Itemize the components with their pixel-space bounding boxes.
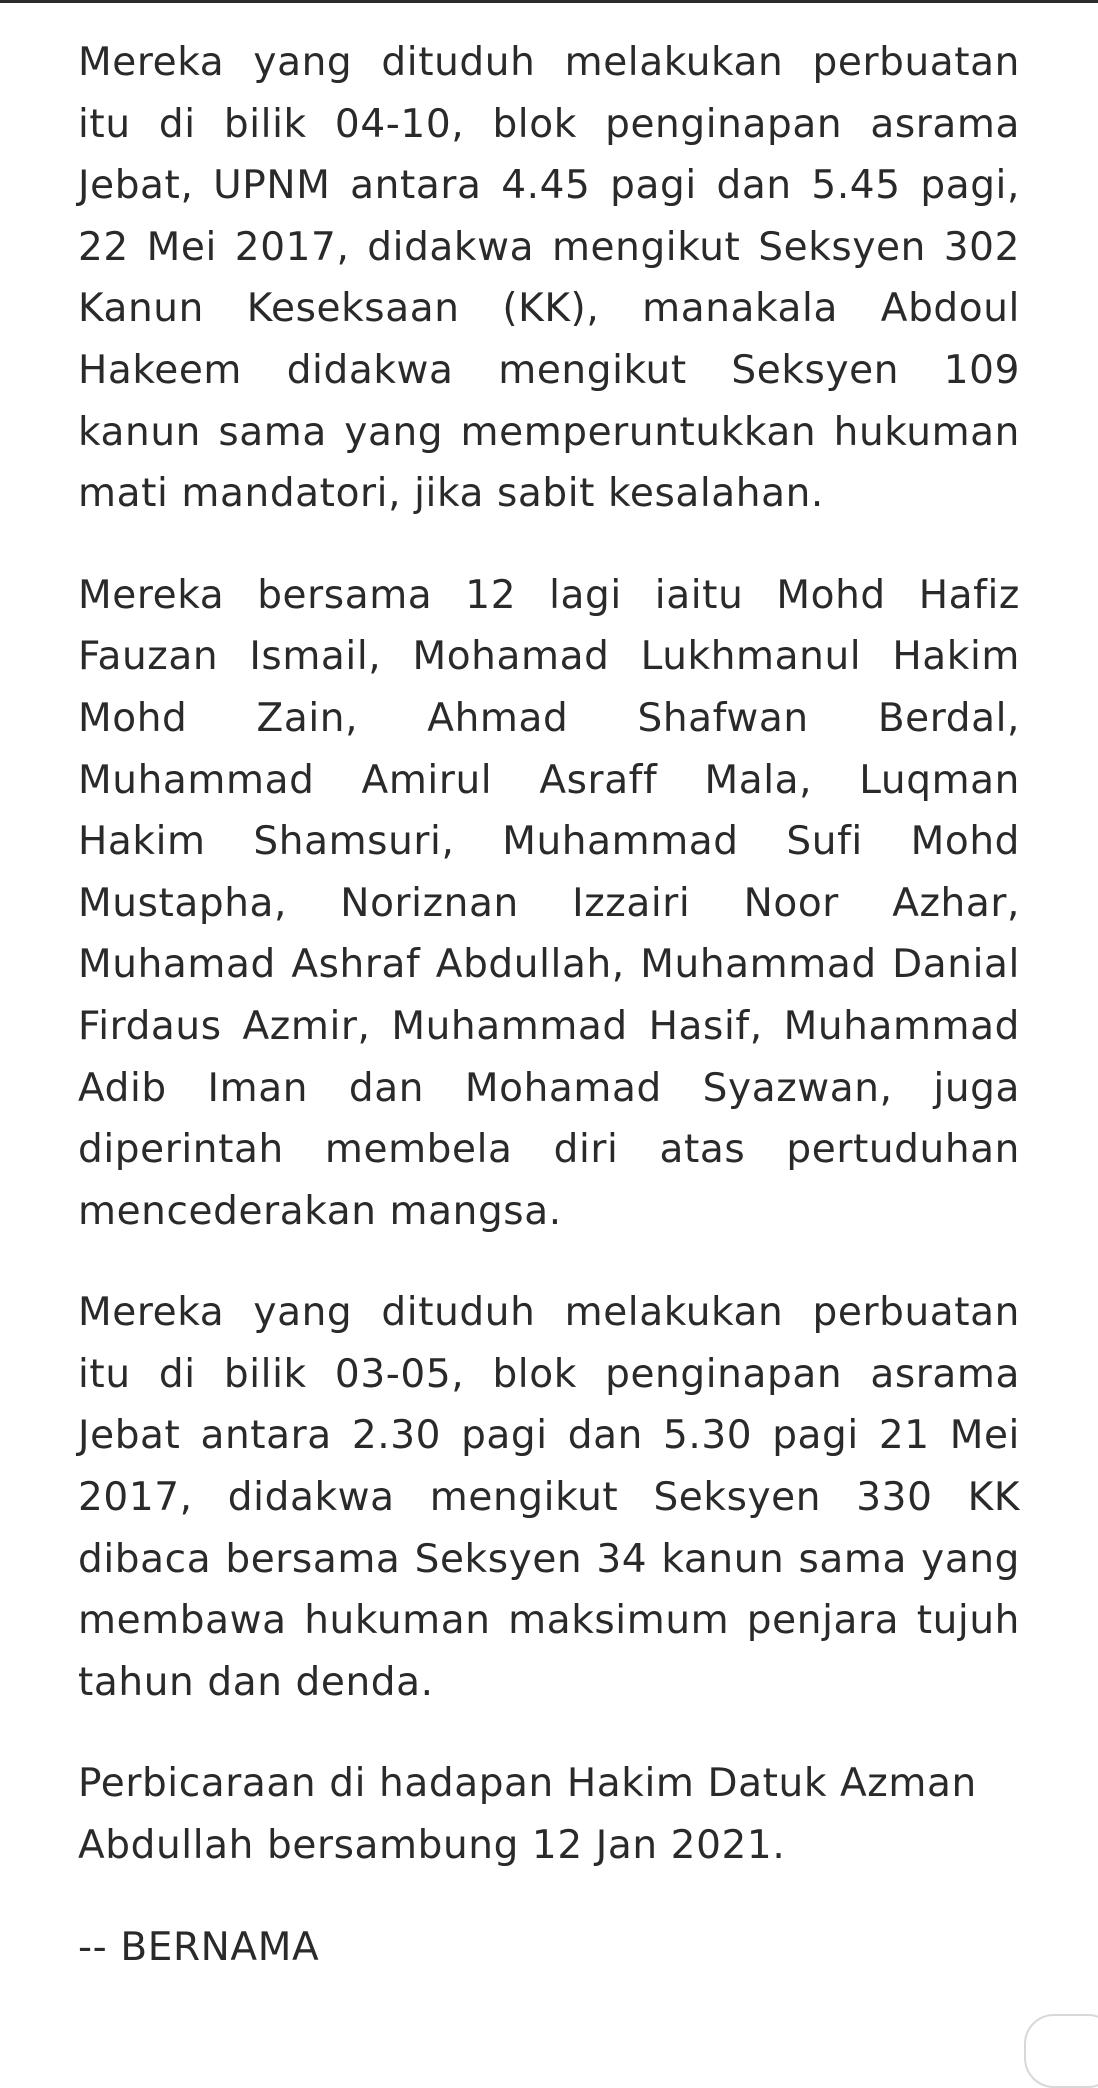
article-paragraph-3: Mereka yang dituduh melakukan perbuatan itu di bilik 03-05, blok penginapan asrama Jebat antara 2.30 pagi dan 5.30 pagi 21 Mei 2017, didakwa mengikut Seksyen 330 KK dibaca bersama Seksyen 34 kanun sama yang membawa hukuman maksimum penjara tujuh tahun dan denda. xyxy=(78,1290,1020,1705)
floating-button[interactable] xyxy=(1024,2014,1098,2088)
article-paragraph-2: Mereka bersama 12 lagi iaitu Mohd Hafiz Fauzan Ismail, Mohamad Lukhmanul Hakim Mohd Zain, Ahmad Shafwan Berdal, Muhammad Amirul Asraff Mala, Luqman Hakim Shamsuri, Muhammad Sufi Mohd Mustapha, Noriznan Izzairi Noor Azhar, Muhamad Ashraf Abdullah, Muhammad Danial Firdaus Azmir, Muhammad Hasif, Muhammad Adib Iman dan Mohamad Syazwan, juga diperintah membela diri atas pertuduhan mencederakan mangsa. xyxy=(78,572,1020,1234)
article-paragraph-1: Mereka yang dituduh melakukan perbuatan itu di bilik 04-10, blok penginapan asrama Jebat, UPNM antara 4.45 pagi dan 5.45 pagi, 22 Mei 2017, didakwa mengikut Seksyen 302 Kanun Keseksaan (KK), manakala Abdoul Hakeem didakwa mengikut Seksyen 109 kanun sama yang memperuntukkan hukuman mati mandatori, jika sabit kesalahan. xyxy=(78,40,1020,517)
article-body xyxy=(78,32,1020,2018)
top-divider xyxy=(0,0,1098,3)
article-byline: -- BERNAMA xyxy=(78,1924,320,1970)
article-paragraph-4: Perbicaraan di hadapan Hakim Datuk Azman Abdullah bersambung 12 Jan 2021. xyxy=(78,1761,977,1869)
